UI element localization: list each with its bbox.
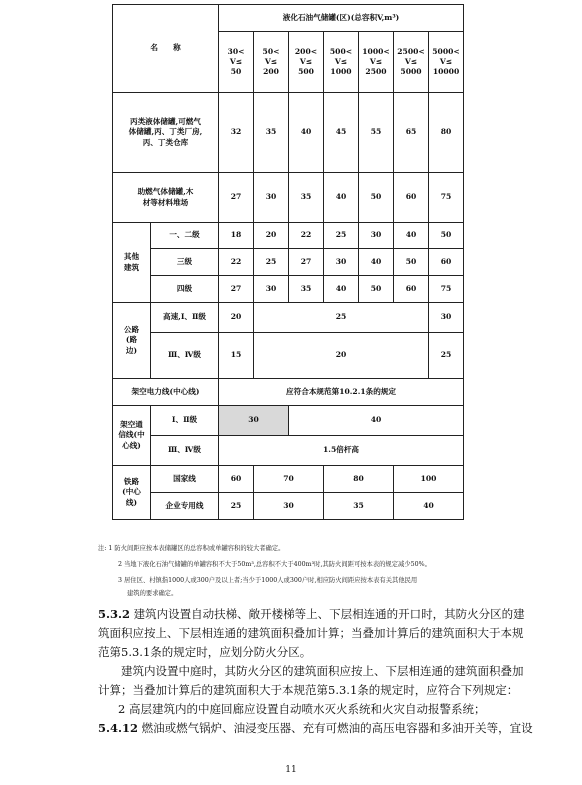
- table-cell: 75: [429, 173, 464, 223]
- range-header-6: 2500< V≤ 5000: [394, 32, 429, 93]
- table-cell: 55: [359, 93, 394, 173]
- paragraph-line: 建筑内设置中庭时，其防火分区的建筑面积应按上、下层相连通的建筑面积叠加: [121, 664, 524, 678]
- paragraph-line: 范第5.3.1条的规定时，应划分防火分区。: [98, 645, 312, 659]
- table-cell: 25: [429, 333, 464, 379]
- table-cell: 40: [289, 406, 464, 436]
- table-cell: 45: [324, 93, 359, 173]
- table-cell: 70: [254, 466, 324, 493]
- table-cell: 30: [429, 303, 464, 333]
- table-cell: 35: [289, 276, 324, 303]
- table-cell: 40: [359, 249, 394, 276]
- table-cell: 18: [219, 223, 254, 249]
- row-name-class-c-tanks: 丙类液体储罐,可燃气体储罐,丙、丁类厂房,丙、丁类仓库: [113, 93, 219, 173]
- table-note-3-cont: 建筑的要求确定。: [127, 590, 178, 597]
- sub-row-name: Ⅲ、Ⅳ级: [151, 333, 219, 379]
- range-header-1: 30< V≤ 50: [219, 32, 254, 93]
- sub-row-name: Ⅲ、Ⅳ级: [151, 436, 219, 466]
- table-cell: 20: [219, 303, 254, 333]
- capacity-group-header: 液化石油气储罐(区)(总容积V,m³): [219, 5, 464, 32]
- table-cell: 30: [359, 223, 394, 249]
- table-cell: 25: [324, 223, 359, 249]
- clause-number: 5.3.2: [98, 607, 131, 621]
- table-cell: 60: [394, 276, 429, 303]
- sub-row-name: 四级: [151, 276, 219, 303]
- table-cell: 20: [254, 223, 289, 249]
- paragraph-line: 建筑内设置自动扶梯、敞开楼梯等上、下层相连通的开口时，其防火分区的建: [133, 607, 525, 621]
- sub-row-name: 一、二级: [151, 223, 219, 249]
- table-cell: 30: [254, 276, 289, 303]
- clause-5-3-2-atrium: [98, 662, 546, 700]
- table-cell: 27: [289, 249, 324, 276]
- clause-5-3-2: [98, 605, 546, 662]
- table-cell: 22: [289, 223, 324, 249]
- table-cell: 40: [324, 276, 359, 303]
- table-cell: 22: [219, 249, 254, 276]
- table-cell: 30: [254, 173, 289, 223]
- clause-number: 5.4.12: [98, 721, 139, 735]
- sub-row-name: 高速,Ⅰ、Ⅱ级: [151, 303, 219, 333]
- sub-row-name: Ⅰ、Ⅱ级: [151, 406, 219, 436]
- table-cell: 65: [394, 93, 429, 173]
- table-cell: 1.5倍杆高: [219, 436, 464, 466]
- clause-5-4-12: [98, 719, 546, 738]
- range-header-4: 500< V≤ 1000: [324, 32, 359, 93]
- table-note-1: 注: 1 防火间距应按本表储罐区的总容积或单罐容积的较大者确定。: [98, 545, 285, 552]
- sub-row-name: 国家线: [151, 466, 219, 493]
- table-cell: 40: [324, 173, 359, 223]
- table-cell: 27: [219, 173, 254, 223]
- table-cell: 60: [429, 249, 464, 276]
- table-cell: 25: [254, 303, 429, 333]
- table-cell: 60: [394, 173, 429, 223]
- table-note-3: 3 居住区、村镇指1000人或300户及以上者;当少于1000人或300户时,相应防火间距应按本表有关其他民用: [118, 577, 418, 584]
- page-number: 11: [285, 765, 297, 775]
- table-cell: 20: [254, 333, 429, 379]
- range-header-2: 50< V≤ 200: [254, 32, 289, 93]
- row-group-road: 公路(路边): [113, 303, 151, 379]
- table-cell: 25: [254, 249, 289, 276]
- table-cell: 35: [254, 93, 289, 173]
- range-header-3: 200< V≤ 500: [289, 32, 324, 93]
- table-cell: 27: [219, 276, 254, 303]
- row-name-power-line: 架空电力线(中心线): [113, 379, 219, 406]
- table-note-2: 2 当地下液化石油气储罐的单罐容积不大于50m³,总容积不大于400m³时,其防火间距可按本表的规定减少50%。: [118, 561, 431, 568]
- table-cell: 32: [219, 93, 254, 173]
- table-cell: 50: [429, 223, 464, 249]
- sub-row-name: 三级: [151, 249, 219, 276]
- table-cell: 80: [429, 93, 464, 173]
- row-group-railway: 铁路(中心线): [113, 466, 151, 520]
- table-cell: 30: [219, 406, 289, 436]
- name-header: 名 称: [113, 5, 219, 93]
- table-cell: 40: [394, 493, 464, 520]
- paragraph-line: 筑面积应按上、下层相连通的建筑面积叠加计算；当叠加计算后的建筑面积大于本规: [98, 626, 524, 640]
- table-cell: 25: [219, 493, 254, 520]
- range-header-5: 1000< V≤ 2500: [359, 32, 394, 93]
- table-cell: 60: [219, 466, 254, 493]
- table-cell: 80: [324, 466, 394, 493]
- sub-row-name: 企业专用线: [151, 493, 219, 520]
- table-cell: 50: [359, 173, 394, 223]
- table-cell: 100: [394, 466, 464, 493]
- table-cell: 15: [219, 333, 254, 379]
- table-cell: 30: [254, 493, 324, 520]
- row-group-comm-line: 架空通信线(中心线): [113, 406, 151, 466]
- table-cell: 50: [359, 276, 394, 303]
- table-cell: 35: [324, 493, 394, 520]
- table-cell: 40: [289, 93, 324, 173]
- table-cell: 40: [394, 223, 429, 249]
- table-cell: 75: [429, 276, 464, 303]
- row-name-oxidizing-gas: 助燃气体储罐,木材等材料堆场: [113, 173, 219, 223]
- table-cell: 50: [394, 249, 429, 276]
- paragraph-line: 计算；当叠加计算后的建筑面积大于本规范第5.3.1条的规定时，应符合下列规定：: [98, 683, 519, 697]
- fire-distance-table: [112, 4, 464, 520]
- table-cell: 30: [324, 249, 359, 276]
- table-cell: 35: [289, 173, 324, 223]
- range-header-7: 5000< V≤ 10000: [429, 32, 464, 93]
- clause-item-2: 2 高层建筑内的中庭回廊应设置自动喷水灭火系统和火灾自动报警系统；: [118, 702, 486, 716]
- table-cell: 应符合本规范第10.2.1条的规定: [219, 379, 464, 406]
- paragraph-line: 燃油或燃气锅炉、油浸变压器、充有可燃油的高压电容器和多油开关等，宜设: [141, 721, 533, 735]
- row-group-other-buildings: 其他建筑: [113, 223, 151, 303]
